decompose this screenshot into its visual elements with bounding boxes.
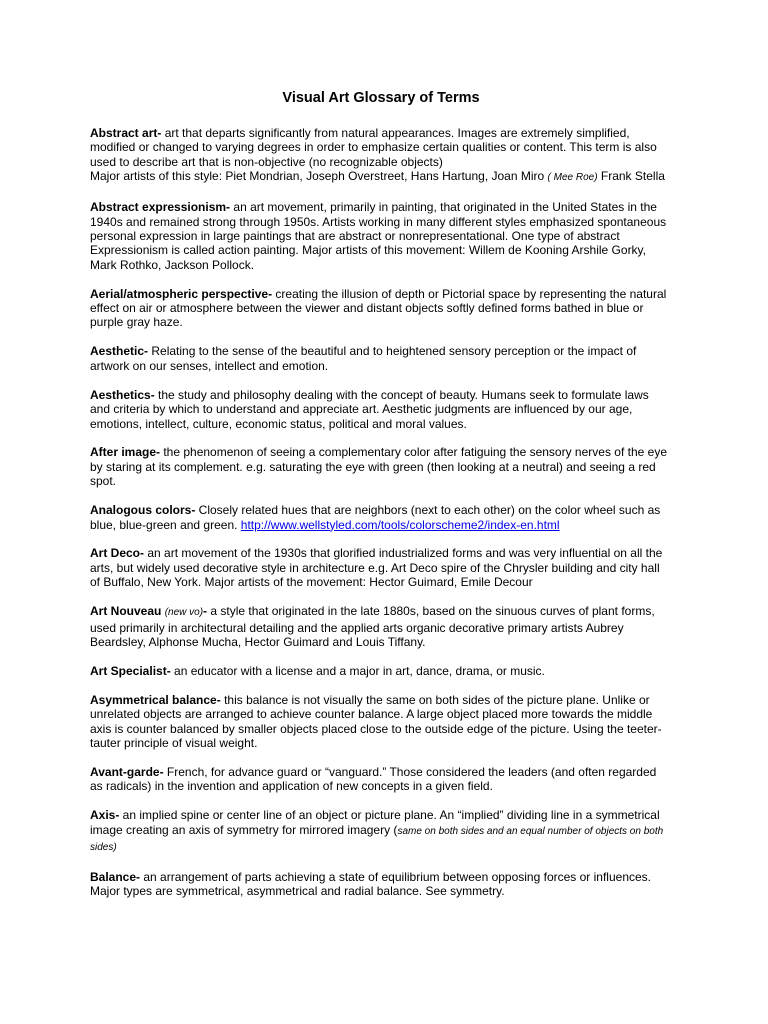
term: Aesthetic- — [90, 344, 149, 359]
term: Abstract expressionism- — [90, 200, 231, 215]
term: Art Nouveau — [90, 604, 162, 619]
term: Abstract art- — [90, 126, 162, 140]
definition: Closely related hues that are neighbors (next to each other) on the color wheel such as blue, blue-green and green. — [90, 503, 661, 532]
entry-aesthetics — [90, 388, 672, 431]
axis-note: same on both sides and an equal number of objects on both sides) — [90, 825, 664, 854]
page-title: Visual Art Glossary of Terms — [282, 90, 480, 106]
term-dash: - — [203, 604, 208, 619]
entry-asymmetrical-balance — [90, 693, 672, 751]
definition: an educator with a license and a major in art, dance, drama, or music. — [170, 663, 545, 678]
definition: art that departs significantly from natural appearances. Images are extremely simplified, modified or changed to varying degrees in order to emphasize certain qualities or content. This term is also used to describe art that is non-objective (no recognizable objects) — [90, 126, 657, 169]
entry-abstract-expressionism — [90, 200, 672, 272]
term: Balance- — [90, 869, 141, 884]
definition: an art movement of the 1930s that glorified industrialized forms and was very influential on all the arts, but widely used decorative style in architecture e.g. Art Deco spire of the Chrysler building and city hall of Buffalo, New York. Major artists of the movement: Hector Guimard, Emile Decour — [90, 546, 663, 590]
pronunciation-note: ( Mee Roe) — [547, 172, 598, 184]
entry-aerial-perspective — [90, 287, 672, 330]
definition: an arrangement of parts achieving a state of equilibrium between opposing forces or influences. Major types are symmetrical, asymmetrical and radial balance. See symmetry. — [90, 869, 651, 899]
entry-art-deco — [90, 546, 672, 589]
entry-axis — [90, 808, 672, 855]
entry-art-specialist — [90, 664, 672, 678]
term: Art Deco- — [90, 546, 145, 561]
definition: Relating to the sense of the beautiful and to heightened sensory perception or the impact of artwork on our senses, intellect and emotion. — [90, 344, 637, 373]
term: Avant-garde- — [90, 764, 164, 779]
pronunciation-note: (new vo) — [164, 607, 204, 619]
definition: the study and philosophy dealing with the concept of beauty. Humans seek to formulate laws and criteria by which to understand and appreciate art. Aesthetic judgments are influenced by our age, emotions, intellect, culture, economic status, political and moral values. — [90, 387, 649, 431]
document-page — [90, 88, 672, 913]
entry-aesthetic — [90, 344, 672, 373]
definition: French, for advance guard or “vanguard.” Those considered the leaders (and often regarded as radicals) in the invention and application of new concepts in a given field. — [90, 764, 657, 794]
definition: creating the illusion of depth or Pictorial space by representing the natural effect on air or atmosphere between the viewer and distant objects softly defined forms bathed in blue or purple gray haze. — [90, 286, 667, 330]
definition: an art movement, primarily in painting, that originated in the United States in the 1940s and remained strong through 1950s. Artists working in many different styles emphasized spontaneous personal expression in large paintings that are abstract or nonrepresentational. One type of abstract Expressionism is called action painting. Major artists of this movement: Willem de Kooning Arshile Gorky, Mark Rothko, Jackson Pollock. — [90, 200, 667, 272]
definition-line2: Major artists of this style: Piet Mondrian, Joseph Overstreet, Hans Hartung, Joan Miro — [90, 169, 548, 184]
color-scheme-link[interactable]: http://www.wellstyled.com/tools/colorscheme2/index-en.html — [240, 517, 560, 532]
definition: a style that originated in the late 1880s, based on the sinuous curves of plant forms, used primarily in architectural detailing and the applied arts organic decorative primary artists Aubrey Beardsley, Alphonse Mucha, Hector Guimard and Louis Tiffany. — [90, 604, 655, 649]
entry-analogous-colors — [90, 503, 672, 532]
term: Aesthetics- — [90, 387, 155, 402]
term: Art Specialist- — [90, 663, 171, 678]
term: Analogous colors- — [90, 503, 196, 518]
entry-avant-garde — [90, 765, 672, 794]
entry-balance — [90, 870, 672, 899]
definition: the phenomenon of seeing a complementary color after fatiguing the sensory nerves of the eye by staring at its complement. e.g. saturating the eye with green (then looking at a neutral) and seeing a red spot. — [90, 445, 667, 489]
entry-abstract-art — [90, 126, 672, 186]
entry-after-image — [90, 445, 672, 488]
entry-art-nouveau — [90, 604, 672, 649]
term: Aerial/atmospheric perspective- — [90, 286, 273, 301]
definition: this balance is not visually the same on both sides of the picture plane. Unlike or unrelated objects are arranged to achieve counter balance. A large object placed more towards the middle axis is counter balanced by smaller objects placed close to the outside edge of the picture. Using the teeter-tauter principle of visual weight. — [90, 692, 662, 750]
definition: an implied spine or center line of an object or picture plane. An “implied” dividing line in a symmetrical image creating an axis of symmetry for mirrored imagery ( — [90, 808, 660, 837]
term: Axis- — [90, 808, 120, 823]
definition-line2-end: Frank Stella — [597, 169, 665, 184]
term: Asymmetrical balance- — [90, 692, 221, 707]
term: After image- — [90, 445, 161, 460]
